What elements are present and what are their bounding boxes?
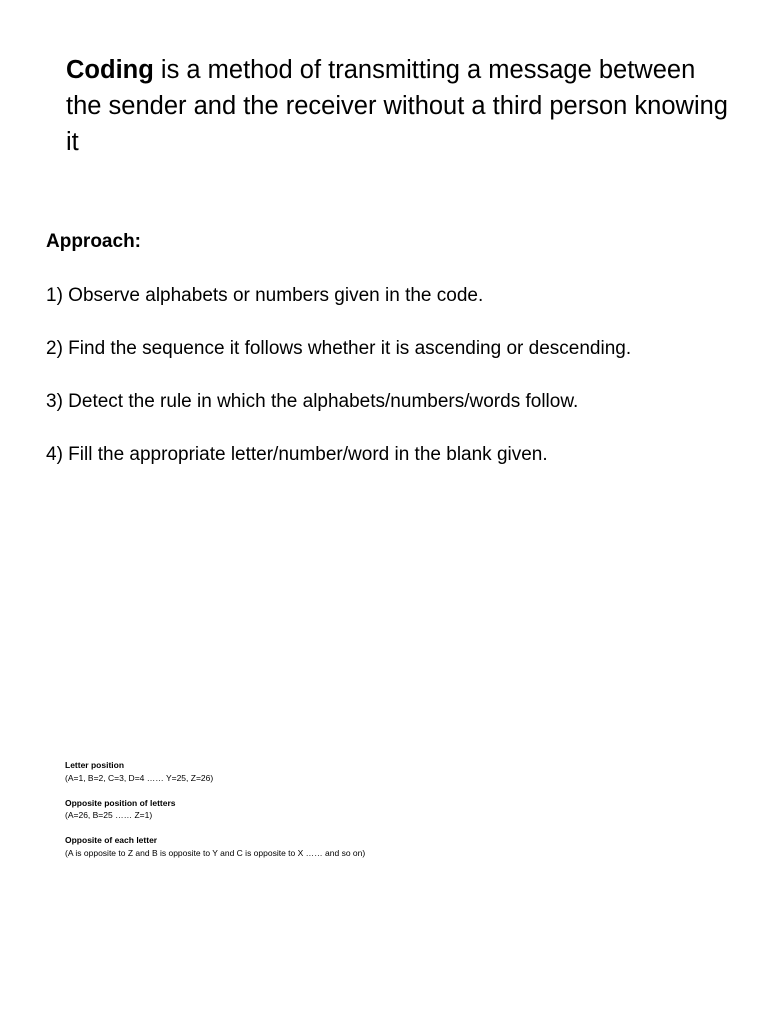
coding-definition [66,52,736,160]
approach-heading: Approach: [46,231,141,252]
note-detail: (A is opposite to Z and B is opposite to Y and C is opposite to X …… and so on) [65,847,366,858]
note-letter-position [65,759,665,784]
note-title: Opposite position of letters [65,797,176,808]
approach-step-3: 3) Detect the rule in which the alphabets/numbers/words follow. [46,391,579,412]
note-title: Letter position [65,760,125,770]
coding-definition-text: is a method of transmitting a message between the sender and the receiver without a third person knowing it [66,56,728,156]
note-detail: (A=1, B=2, C=3, D=4 …… Y=25, Z=26) [65,772,214,783]
approach-step-4: 4) Fill the appropriate letter/number/word in the blank given. [46,444,548,465]
approach-step-1: 1) Observe alphabets or numbers given in the code. [46,285,484,306]
note-opposite-position [65,797,665,822]
approach-steps [46,283,746,495]
note-opposite-letter [65,834,665,859]
coding-term: Coding [66,56,154,84]
note-detail: (A=26, B=25 …… Z=1) [65,810,153,820]
approach-step-2: 2) Find the sequence it follows whether it is ascending or descending. [46,338,632,359]
note-title: Opposite of each letter [65,835,158,845]
letter-notes [65,759,665,872]
